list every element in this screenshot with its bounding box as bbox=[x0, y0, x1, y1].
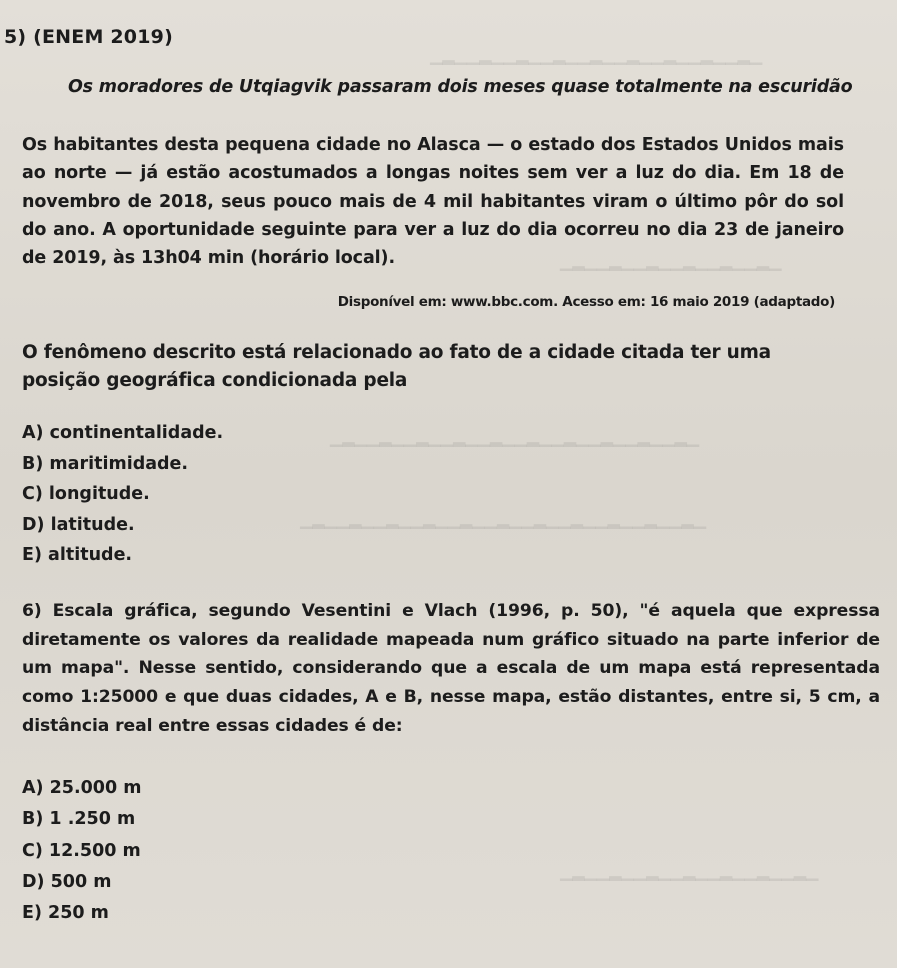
option-b[interactable]: B) maritimidade. bbox=[22, 453, 189, 474]
option-d[interactable]: D) 500 m bbox=[22, 871, 112, 892]
question-5-options bbox=[22, 418, 223, 571]
question-6-statement: 6) Escala gráfica, segundo Vesentini e Vlach (1996, p. 50), "é aquela que expressa diretamente os valores da realidade mapeada num gráfico situado na parte inferior de um mapa". Nesse sentido, considerando que a escala de um mapa está representada como 1:25000 e que duas cidades, A e B, nesse mapa, estão distantes, entre si, 5 cm, a distância real entre essas cidades é de: bbox=[22, 601, 880, 736]
option-a[interactable]: A) continentalidade. bbox=[22, 423, 224, 443]
option-e[interactable]: E) 250 m bbox=[22, 903, 109, 924]
option-c[interactable]: C) longitude. bbox=[22, 484, 150, 504]
article-headline: Os moradores de Utqiagvik passaram dois meses quase totalmente na escuridão bbox=[68, 77, 853, 97]
option-b[interactable]: B) 1 .250 m bbox=[22, 809, 136, 830]
bleed-through-texture: ▁▂▁▁▂▁▁▂▁▁▂▁▁▂▁▁▂▁▁▂▁▁▂▁▁▂▁▁▂▁▁▂▁ bbox=[300, 510, 707, 529]
bleed-through-texture: ▁▂▁▁▂▁▁▂▁▁▂▁▁▂▁▁▂▁▁▂▁▁▂▁▁▂▁ bbox=[430, 46, 763, 65]
option-e[interactable]: E) altitude. bbox=[22, 545, 133, 565]
question-6-options bbox=[22, 773, 142, 929]
source-citation: Disponível em: www.bbc.com. Acesso em: 16 maio 2019 (adaptado) bbox=[337, 294, 835, 310]
option-d[interactable]: D) latitude. bbox=[22, 514, 135, 535]
bleed-through-texture: ▁▂▁▁▂▁▁▂▁▁▂▁▁▂▁▁▂▁▁▂▁▁▂▁▁▂▁▁▂▁ bbox=[330, 428, 700, 447]
article-paragraph: Os habitantes desta pequena cidade no Alasca — o estado dos Estados Unidos mais ao norte — já estão acostumados a longas noites sem ver a luz do dia. Em 18 de novembro de 2018, seus pouco mais de 4 mil habitantes viram o último pôr do sol do ano. A oportunidade seguinte para ver a luz do dia ocorreu no dia 23 de janeiro de 2019, às 13h04 min (horário local). bbox=[22, 135, 844, 269]
bleed-through-texture: ▁▂▁▁▂▁▁▂▁▁▂▁▁▂▁▁▂▁ bbox=[560, 252, 782, 271]
bleed-through-texture: ▁▂▁▁▂▁▁▂▁▁▂▁▁▂▁▁▂▁▁▂▁ bbox=[560, 862, 819, 881]
option-a[interactable]: A) 25.000 m bbox=[22, 778, 142, 798]
question-5-prompt: O fenômeno descrito está relacionado ao fato de a cidade citada ter uma posição geográfica condicionada pela bbox=[22, 342, 771, 391]
question-5-number: 5) (ENEM 2019) bbox=[4, 26, 173, 48]
option-c[interactable]: C) 12.500 m bbox=[22, 840, 141, 861]
